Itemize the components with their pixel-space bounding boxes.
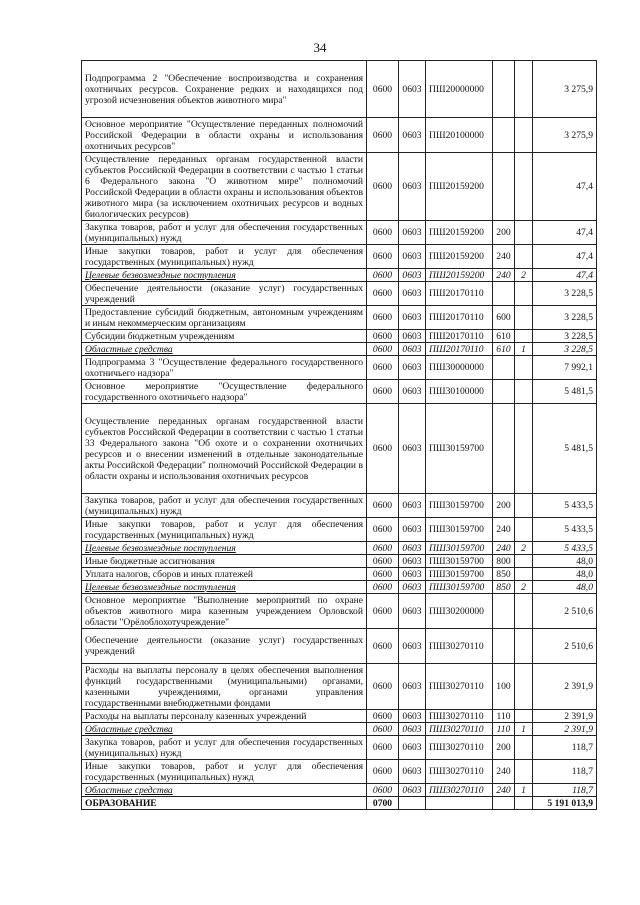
funding-source-cell (515, 555, 533, 568)
amount-cell: 2 391,9 (533, 664, 597, 710)
funding-source-cell (515, 518, 533, 542)
table-row (82, 61, 597, 118)
table-row (82, 356, 597, 380)
amount-cell: 5 433,5 (533, 494, 597, 518)
target-article-cell: ПШ20159200 (426, 245, 493, 269)
expense-type-cell (493, 282, 515, 306)
table-row (82, 784, 597, 797)
table-row (82, 629, 597, 664)
amount-cell: 7 992,1 (533, 356, 597, 380)
target-article-cell: ПШ30270110 (426, 736, 493, 760)
expense-type-cell (493, 594, 515, 629)
subsection-code-cell: 0603 (399, 542, 426, 555)
funding-source-cell (515, 629, 533, 664)
table-row (82, 723, 597, 736)
table-row (82, 118, 597, 153)
target-article-cell: ПШ30159700 (426, 568, 493, 581)
item-name-cell: Основное мероприятие "Осуществление переданных полномочий Российской Федерации в области охраны и использования охотничьих ресурсов" (82, 118, 367, 153)
expense-type-cell: 200 (493, 736, 515, 760)
section-code-cell: 0600 (367, 581, 399, 594)
amount-cell: 47,4 (533, 221, 597, 245)
subsection-code-cell: 0603 (399, 723, 426, 736)
expense-type-cell (493, 118, 515, 153)
subsection-code-cell: 0603 (399, 306, 426, 330)
funding-source-cell: 2 (515, 269, 533, 282)
table-row (82, 542, 597, 555)
item-name-cell: Подпрограмма 3 "Осуществление федерального государственного охотничьего надзора" (82, 356, 367, 380)
expense-type-cell: 850 (493, 581, 515, 594)
item-name-cell: Расходы на выплаты персоналу казенных учреждений (82, 710, 367, 723)
expense-type-cell: 100 (493, 664, 515, 710)
amount-cell: 2 510,6 (533, 629, 597, 664)
subsection-code-cell: 0603 (399, 153, 426, 221)
target-article-cell: ПШ30159700 (426, 542, 493, 555)
subsection-code-cell: 0603 (399, 494, 426, 518)
item-name-cell: Целевые безвозмездные поступления (82, 581, 367, 594)
budget-table (81, 60, 597, 810)
funding-source-cell: 1 (515, 343, 533, 356)
section-code-cell: 0600 (367, 542, 399, 555)
amount-cell: 3 275,9 (533, 118, 597, 153)
target-article-cell: ПШ20170110 (426, 306, 493, 330)
amount-cell: 118,7 (533, 760, 597, 784)
table-row (82, 594, 597, 629)
item-name-cell: Обеспечение деятельности (оказание услуг) государственных учреждений (82, 629, 367, 664)
amount-cell: 5 481,5 (533, 380, 597, 404)
target-article-cell: ПШ30270110 (426, 723, 493, 736)
funding-source-cell (515, 568, 533, 581)
amount-cell: 2 391,9 (533, 710, 597, 723)
section-code-cell: 0600 (367, 518, 399, 542)
section-code-cell: 0600 (367, 736, 399, 760)
subsection-code-cell: 0603 (399, 581, 426, 594)
subsection-code-cell: 0603 (399, 629, 426, 664)
expense-type-cell: 110 (493, 723, 515, 736)
item-name-cell: Субсидии бюджетным учреждениям (82, 330, 367, 343)
section-code-cell: 0600 (367, 784, 399, 797)
item-name-cell: Осуществление переданных органам государственной власти субъектов Российской Федерации в соответствии с частью 1 статьи 6 Федерального закона "О животном мире" полномочий Российской Федерации в области охраны и использования объектов животного мира (за исключением охотничьих ресурсов и водных биологических ресурсов) (82, 153, 367, 221)
subsection-code-cell: 0603 (399, 594, 426, 629)
expense-type-cell: 240 (493, 784, 515, 797)
subsection-code-cell: 0603 (399, 784, 426, 797)
item-name-cell: Областные средства (82, 784, 367, 797)
funding-source-cell (515, 797, 533, 810)
expense-type-cell: 110 (493, 710, 515, 723)
expense-type-cell: 240 (493, 245, 515, 269)
amount-cell: 5 191 013,9 (533, 797, 597, 810)
table-row (82, 306, 597, 330)
item-name-cell: Осуществление переданных органам государственной власти субъектов Российской Федерации в соответствии с частью 1 статьи 33 Федерального закона "Об охоте и о сохранении охотничьих ресурсов и о внесении изменений в отдельные законодательные акты Российской Федерации" полномочий Российской Федерации в области охраны и использования охотничьих ресурсов (82, 404, 367, 494)
expense-type-cell: 240 (493, 518, 515, 542)
target-article-cell: ПШ20159200 (426, 221, 493, 245)
subsection-code-cell: 0603 (399, 404, 426, 494)
funding-source-cell (515, 760, 533, 784)
table-row (82, 380, 597, 404)
target-article-cell: ПШ20159200 (426, 269, 493, 282)
amount-cell: 48,0 (533, 568, 597, 581)
item-name-cell: ОБРАЗОВАНИЕ (82, 797, 367, 810)
item-name-cell: Обеспечение деятельности (оказание услуг) государственных учреждений (82, 282, 367, 306)
funding-source-cell (515, 380, 533, 404)
funding-source-cell (515, 221, 533, 245)
target-article-cell: ПШ30159700 (426, 404, 493, 494)
section-code-cell: 0600 (367, 710, 399, 723)
target-article-cell: ПШ20170110 (426, 282, 493, 306)
target-article-cell: ПШ30100000 (426, 380, 493, 404)
subsection-code-cell (399, 797, 426, 810)
item-name-cell: Основное мероприятие "Осуществление федерального государственного охотничьего надзора" (82, 380, 367, 404)
item-name-cell: Расходы на выплаты персоналу в целях обеспечения выполнения функций государственными (муниципальными) органами, казенными учреждениями, органами управления государственными внебюджетными фондами (82, 664, 367, 710)
section-code-cell: 0600 (367, 221, 399, 245)
table-row (82, 518, 597, 542)
section-code-cell: 0600 (367, 356, 399, 380)
section-code-cell: 0600 (367, 118, 399, 153)
section-code-cell: 0600 (367, 629, 399, 664)
expense-type-cell: 600 (493, 306, 515, 330)
subsection-code-cell: 0603 (399, 330, 426, 343)
table-row (82, 330, 597, 343)
target-article-cell: ПШ30159700 (426, 555, 493, 568)
page-number: 34 (313, 40, 327, 55)
amount-cell: 48,0 (533, 555, 597, 568)
funding-source-cell: 2 (515, 542, 533, 555)
amount-cell: 47,4 (533, 245, 597, 269)
item-name-cell: Областные средства (82, 343, 367, 356)
item-name-cell: Иные бюджетные ассигнования (82, 555, 367, 568)
subsection-code-cell: 0603 (399, 282, 426, 306)
target-article-cell: ПШ20159200 (426, 153, 493, 221)
funding-source-cell (515, 356, 533, 380)
table-row (82, 664, 597, 710)
target-article-cell: ПШ30270110 (426, 760, 493, 784)
amount-cell: 3 228,5 (533, 330, 597, 343)
funding-source-cell (515, 594, 533, 629)
subsection-code-cell: 0603 (399, 343, 426, 356)
funding-source-cell (515, 282, 533, 306)
amount-cell: 5 481,5 (533, 404, 597, 494)
funding-source-cell (515, 330, 533, 343)
amount-cell: 3 228,5 (533, 306, 597, 330)
subsection-code-cell: 0603 (399, 518, 426, 542)
expense-type-cell: 240 (493, 760, 515, 784)
item-name-cell: Основное мероприятие "Выполнение мероприятий по охране объектов животного мира казенным учреждением Орловской области "Орёлоблохотучреждение" (82, 594, 367, 629)
item-name-cell: Подпрограмма 2 "Обеспечение воспроизводства и сохранения охотничьих ресурсов. Сохранение редких и находящихся под угрозой исчезновения объектов животного мира" (82, 61, 367, 118)
table-row (82, 581, 597, 594)
section-code-cell: 0600 (367, 343, 399, 356)
expense-type-cell: 240 (493, 269, 515, 282)
item-name-cell: Областные средства (82, 723, 367, 736)
table-row (82, 797, 597, 810)
subsection-code-cell: 0603 (399, 269, 426, 282)
subsection-code-cell: 0603 (399, 61, 426, 118)
section-code-cell: 0600 (367, 61, 399, 118)
expense-type-cell: 200 (493, 221, 515, 245)
table-row (82, 269, 597, 282)
expense-type-cell: 240 (493, 542, 515, 555)
target-article-cell: ПШ30270110 (426, 629, 493, 664)
expense-type-cell: 610 (493, 343, 515, 356)
section-code-cell: 0600 (367, 245, 399, 269)
section-code-cell: 0600 (367, 760, 399, 784)
funding-source-cell (515, 494, 533, 518)
funding-source-cell (515, 306, 533, 330)
section-code-cell: 0600 (367, 568, 399, 581)
item-name-cell: Целевые безвозмездные поступления (82, 269, 367, 282)
item-name-cell: Закупка товаров, работ и услуг для обеспечения государственных (муниципальных) нужд (82, 221, 367, 245)
item-name-cell: Целевые безвозмездные поступления (82, 542, 367, 555)
amount-cell: 3 228,5 (533, 343, 597, 356)
target-article-cell: ПШ30159700 (426, 581, 493, 594)
expense-type-cell: 200 (493, 494, 515, 518)
target-article-cell: ПШ30270110 (426, 710, 493, 723)
expense-type-cell (493, 61, 515, 118)
amount-cell: 2 391,9 (533, 723, 597, 736)
table-row (82, 282, 597, 306)
budget-table-body (82, 61, 597, 810)
funding-source-cell (515, 61, 533, 118)
subsection-code-cell: 0603 (399, 555, 426, 568)
table-row (82, 245, 597, 269)
table-row (82, 760, 597, 784)
subsection-code-cell: 0603 (399, 245, 426, 269)
subsection-code-cell: 0603 (399, 760, 426, 784)
item-name-cell: Иные закупки товаров, работ и услуг для обеспечения государственных (муниципальных) нужд (82, 760, 367, 784)
table-row (82, 494, 597, 518)
section-code-cell: 0600 (367, 723, 399, 736)
expense-type-cell: 800 (493, 555, 515, 568)
item-name-cell: Иные закупки товаров, работ и услуг для обеспечения государственных (муниципальных) нужд (82, 518, 367, 542)
section-code-cell: 0600 (367, 380, 399, 404)
table-row (82, 555, 597, 568)
subsection-code-cell: 0603 (399, 664, 426, 710)
table-row (82, 153, 597, 221)
section-code-cell: 0600 (367, 555, 399, 568)
target-article-cell: ПШ30000000 (426, 356, 493, 380)
amount-cell: 47,4 (533, 269, 597, 282)
funding-source-cell (515, 404, 533, 494)
expense-type-cell (493, 356, 515, 380)
section-code-cell: 0600 (367, 594, 399, 629)
amount-cell: 3 275,9 (533, 61, 597, 118)
item-name-cell: Уплата налогов, сборов и иных платежей (82, 568, 367, 581)
section-code-cell: 0600 (367, 664, 399, 710)
expense-type-cell (493, 153, 515, 221)
expense-type-cell: 850 (493, 568, 515, 581)
section-code-cell: 0600 (367, 269, 399, 282)
table-row (82, 404, 597, 494)
funding-source-cell (515, 118, 533, 153)
target-article-cell: ПШ20000000 (426, 61, 493, 118)
subsection-code-cell: 0603 (399, 710, 426, 723)
section-code-cell: 0600 (367, 153, 399, 221)
expense-type-cell (493, 797, 515, 810)
funding-source-cell: 1 (515, 723, 533, 736)
amount-cell: 47,4 (533, 153, 597, 221)
funding-source-cell (515, 153, 533, 221)
subsection-code-cell: 0603 (399, 380, 426, 404)
amount-cell: 2 510,6 (533, 594, 597, 629)
target-article-cell: ПШ20170110 (426, 343, 493, 356)
amount-cell: 48,0 (533, 581, 597, 594)
target-article-cell: ПШ20170110 (426, 330, 493, 343)
target-article-cell (426, 797, 493, 810)
subsection-code-cell: 0603 (399, 221, 426, 245)
section-code-cell: 0600 (367, 330, 399, 343)
target-article-cell: ПШ20100000 (426, 118, 493, 153)
target-article-cell: ПШ30270110 (426, 664, 493, 710)
target-article-cell: ПШ30159700 (426, 518, 493, 542)
amount-cell: 5 433,5 (533, 518, 597, 542)
target-article-cell: ПШ30270110 (426, 784, 493, 797)
section-code-cell: 0700 (367, 797, 399, 810)
expense-type-cell: 610 (493, 330, 515, 343)
funding-source-cell (515, 736, 533, 760)
section-code-cell: 0600 (367, 404, 399, 494)
funding-source-cell (515, 664, 533, 710)
target-article-cell: ПШ30200000 (426, 594, 493, 629)
subsection-code-cell: 0603 (399, 118, 426, 153)
item-name-cell: Иные закупки товаров, работ и услуг для обеспечения государственных (муниципальных) нужд (82, 245, 367, 269)
table-row (82, 568, 597, 581)
table-row (82, 343, 597, 356)
amount-cell: 118,7 (533, 736, 597, 760)
table-row (82, 710, 597, 723)
subsection-code-cell: 0603 (399, 568, 426, 581)
amount-cell: 3 228,5 (533, 282, 597, 306)
funding-source-cell: 2 (515, 581, 533, 594)
section-code-cell: 0600 (367, 306, 399, 330)
section-code-cell: 0600 (367, 494, 399, 518)
amount-cell: 5 433,5 (533, 542, 597, 555)
subsection-code-cell: 0603 (399, 736, 426, 760)
funding-source-cell: 1 (515, 784, 533, 797)
expense-type-cell (493, 629, 515, 664)
target-article-cell: ПШ30159700 (426, 494, 493, 518)
funding-source-cell (515, 245, 533, 269)
section-code-cell: 0600 (367, 282, 399, 306)
funding-source-cell (515, 710, 533, 723)
table-row (82, 736, 597, 760)
expense-type-cell (493, 404, 515, 494)
item-name-cell: Предоставление субсидий бюджетным, автономным учреждениям и иным некоммерческим организациям (82, 306, 367, 330)
item-name-cell: Закупка товаров, работ и услуг для обеспечения государственных (муниципальных) нужд (82, 494, 367, 518)
subsection-code-cell: 0603 (399, 356, 426, 380)
expense-type-cell (493, 380, 515, 404)
table-row (82, 221, 597, 245)
item-name-cell: Закупка товаров, работ и услуг для обеспечения государственных (муниципальных) нужд (82, 736, 367, 760)
amount-cell: 118,7 (533, 784, 597, 797)
